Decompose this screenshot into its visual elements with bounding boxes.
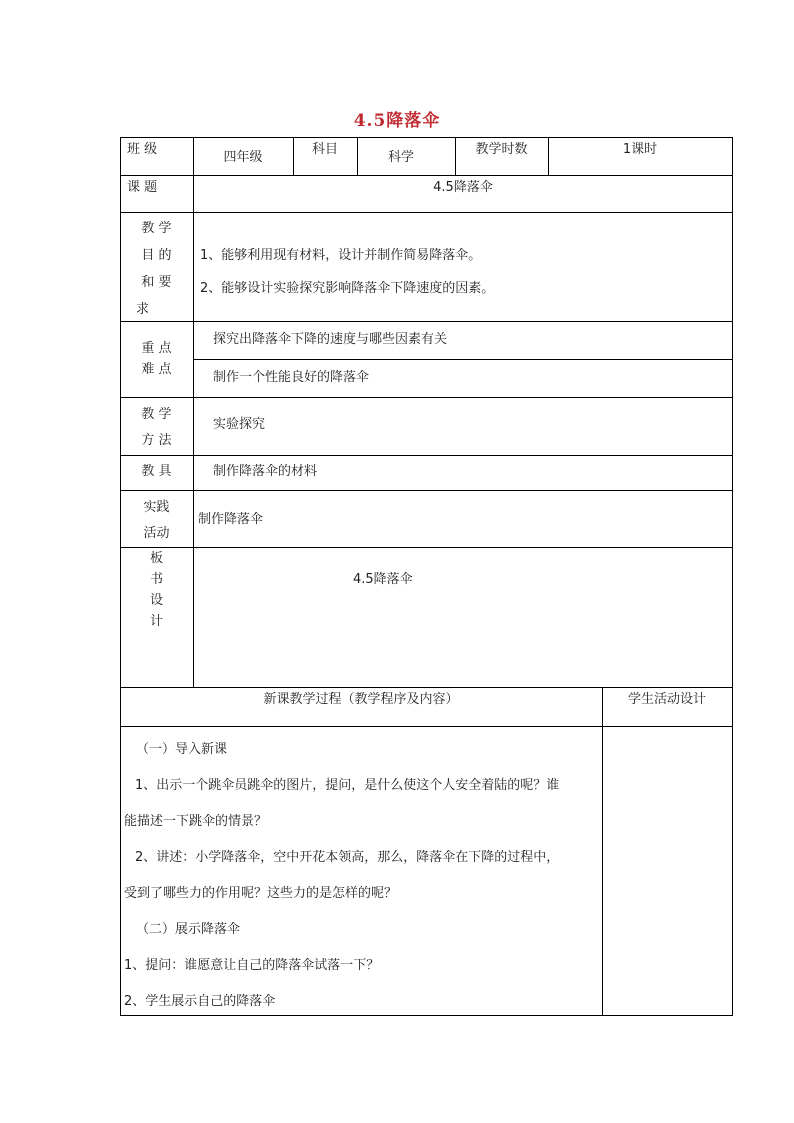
process-line: 2、学生展示自己的降落伞 — [124, 994, 276, 1009]
column-divider — [193, 137, 194, 688]
goals-label-line: 求 — [136, 302, 150, 317]
process-line: 能描述一下跳伞的情景？ — [124, 814, 268, 829]
class-label: 班 级 — [127, 142, 158, 157]
board-label-line: 板 — [149, 551, 163, 566]
subject-label: 科目 — [311, 142, 338, 157]
hours-label: 教学时数 — [475, 142, 528, 157]
student-activity-header: 学生活动设计 — [627, 692, 706, 707]
topic-value: 4.5降落伞 — [433, 180, 493, 195]
tools-label: 教 具 — [141, 464, 172, 479]
subject-value: 科学 — [387, 150, 414, 165]
board-label-line: 计 — [149, 614, 163, 629]
row-divider — [120, 175, 733, 176]
page-title: 4.5降落伞 — [353, 111, 441, 131]
key-label-line: 重 点 — [141, 341, 172, 356]
table-border-bottom — [120, 1015, 733, 1016]
process-line: 受到了哪些力的作用呢？这些力的是怎样的呢？ — [124, 886, 398, 901]
process-line: 2、讲述：小学降落伞，空中开花本领高，那么，降落伞在下降的过程中， — [135, 850, 560, 865]
goal-item: 1、能够利用现有材料，设计并制作简易降落伞。 — [200, 248, 482, 263]
board-value: 4.5降落伞 — [353, 572, 413, 587]
key-point-text: 探究出降落伞下降的速度与哪些因素有关 — [213, 332, 448, 347]
board-label-line: 书 — [149, 572, 163, 587]
topic-label: 课 题 — [127, 180, 158, 195]
board-label-line: 设 — [149, 593, 163, 608]
row-divider — [120, 490, 733, 491]
class-value: 四年级 — [223, 150, 263, 165]
row-divider — [120, 212, 733, 213]
practice-label-line: 活动 — [143, 526, 170, 541]
goals-label-line: 教 学 — [141, 221, 172, 236]
row-divider — [120, 687, 733, 688]
goal-item: 2、能够设计实验探究影响降落伞下降速度的因素。 — [200, 281, 495, 296]
process-line: （二）展示降落伞 — [136, 922, 241, 937]
row-divider — [193, 359, 733, 360]
table-border-right — [732, 137, 733, 1016]
row-divider — [120, 547, 733, 548]
process-line: 1、提问：谁愿意让自己的降落伞试落一下？ — [124, 958, 380, 973]
method-label-line: 教 学 — [141, 407, 172, 422]
process-header: 新课教学过程（教学程序及内容） — [263, 692, 459, 707]
method-value: 实验探究 — [213, 417, 266, 432]
practice-label-line: 实践 — [143, 500, 170, 515]
process-line: （一）导入新课 — [136, 742, 228, 757]
row-divider — [120, 321, 733, 322]
goals-label-line: 和 要 — [141, 275, 172, 290]
process-line: 1、出示一个跳伞员跳伞的图片，提问，是什么使这个人安全着陆的呢？谁 — [135, 778, 560, 793]
method-label-line: 方 法 — [141, 433, 172, 448]
row-divider — [120, 726, 733, 727]
tools-value: 制作降落伞的材料 — [213, 464, 318, 479]
row-divider — [120, 397, 733, 398]
key-label-line: 难 点 — [141, 362, 172, 377]
hours-value: 1课时 — [622, 142, 658, 157]
table-border-top — [120, 137, 733, 138]
practice-value: 制作降落伞 — [198, 512, 264, 527]
goals-label-line: 目 的 — [141, 248, 172, 263]
column-divider — [602, 687, 603, 1016]
difficulty-text: 制作一个性能良好的降落伞 — [213, 370, 370, 385]
row-divider — [120, 455, 733, 456]
